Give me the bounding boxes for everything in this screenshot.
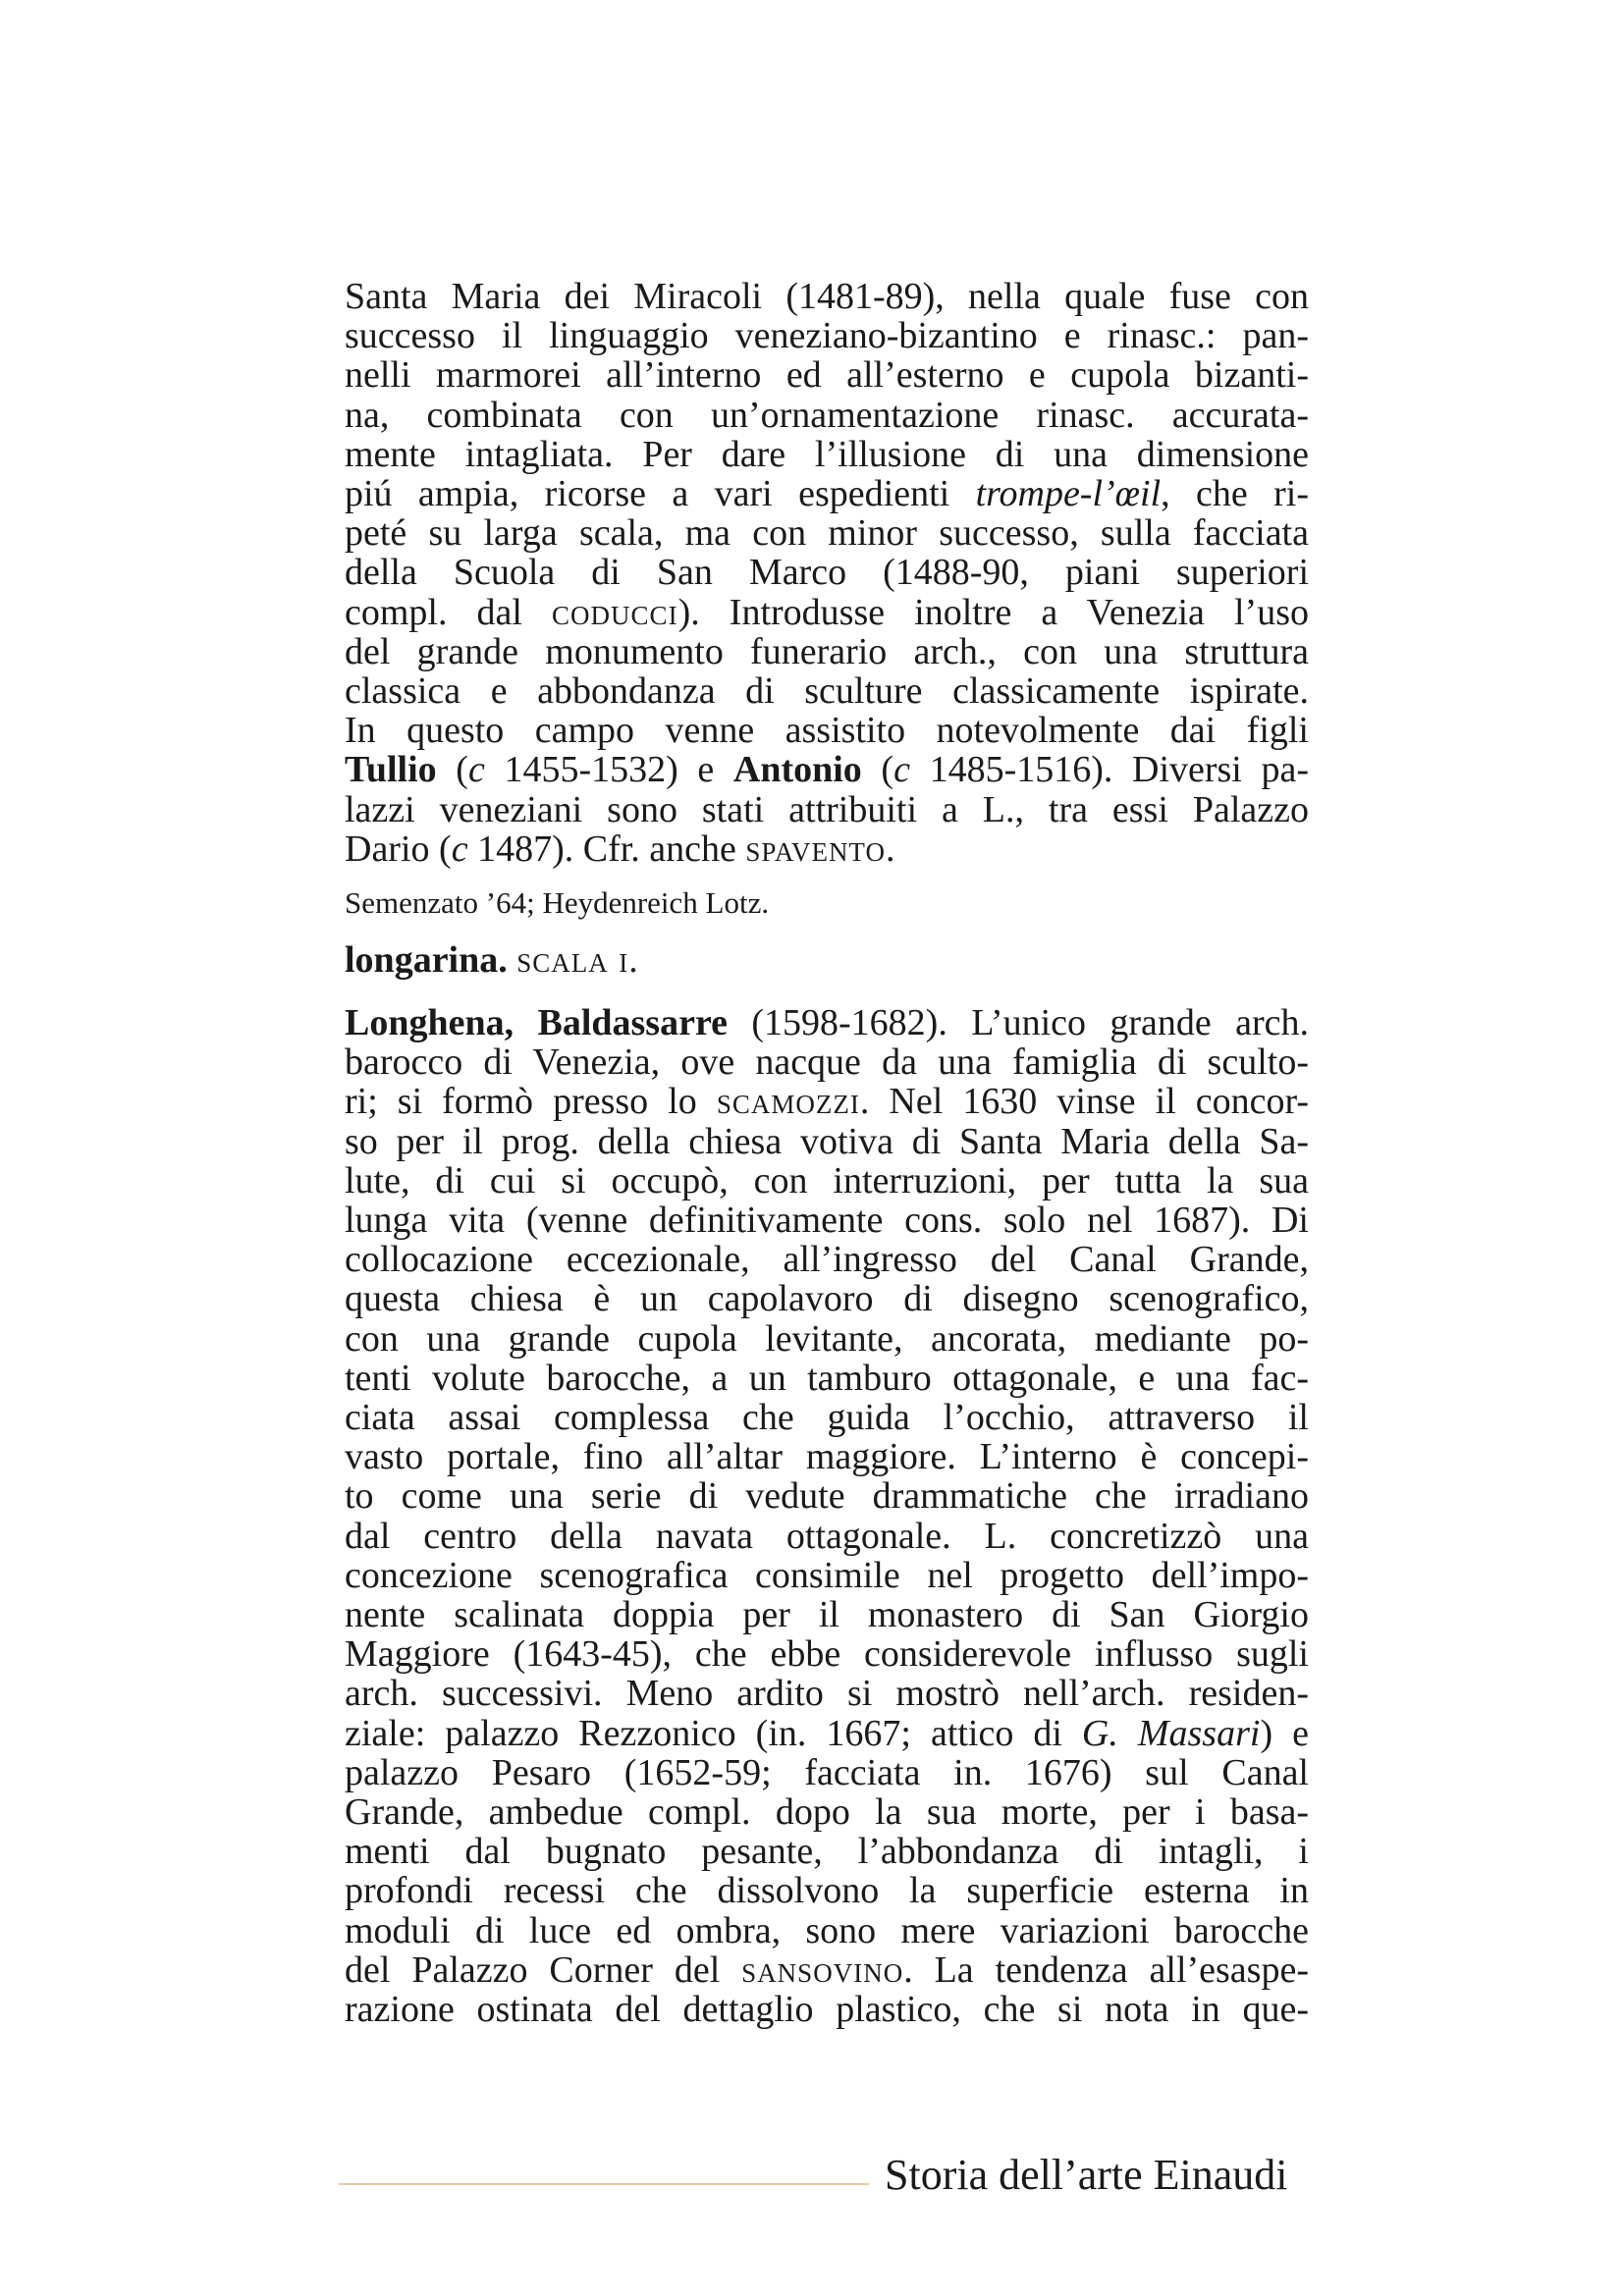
text-line: ciata assai complessa che guida l’occhio, attraverso il (345, 1397, 1309, 1439)
entry-longhena (345, 1003, 1309, 2029)
text-line: dal centro della navata ottagonale. L. concretizzò una (345, 1515, 1309, 1557)
text-line: palazzo Pesaro (1652-59; facciata in. 1676) sul Canal (345, 1751, 1309, 1793)
bold-name: Antonio (732, 749, 862, 791)
text-line: peté su larga scala, ma con minor successo, sulla facciata (345, 512, 1309, 555)
text-line: successo il linguaggio veneziano-bizantino e rinasc.: pan- (345, 315, 1309, 357)
text-line: con una grande cupola levitante, ancorata, mediante po- (345, 1317, 1309, 1360)
footer-rule (339, 2183, 869, 2185)
text-line: del Palazzo Corner del sansovino. La tendenza all’esaspe- (345, 1949, 1309, 1991)
text-line: ziale: palazzo Rezzonico (in. 1667; attico di G. Massari) e (345, 1712, 1309, 1754)
text-line: collocazione eccezionale, all’ingresso del Canal Grande, (345, 1239, 1309, 1281)
text-line: piú ampia, ricorse a vari espedienti trompe-l’œil, che ri- (345, 473, 1309, 515)
italic-name: G. Massari (1081, 1712, 1261, 1754)
text-line: so per il prog. della chiesa votiva di Santa Maria della Sa- (345, 1120, 1309, 1162)
text-line: del grande monumento funerario arch., con una struttura (345, 630, 1309, 672)
text-line: Longhena, Baldassarre (1598-1682). L’unico grande arch. (345, 1002, 1310, 1043)
cross-reference: sansovino (741, 1949, 904, 1991)
text-line: barocco di Venezia, ove nacque da una famiglia di sculto- (345, 1041, 1309, 1084)
text-line: razione ostinata del dettaglio plastico, che si nota in que- (345, 1989, 1309, 2031)
text-line: Santa Maria dei Miracoli (1481-89), nella quale fuse con (345, 276, 1309, 317)
cross-reference: scamozzi (716, 1081, 860, 1123)
text-line: mente intagliata. Per dare l’illusione di una dimensione (345, 433, 1309, 475)
headword: Longhena, Baldassarre (345, 1002, 729, 1043)
text-line: nelli marmorei all’interno ed all’esterno e cupola bizanti- (345, 354, 1309, 397)
text-line: arch. successivi. Meno ardito si mostrò nell’arch. residen- (345, 1673, 1309, 1715)
text-line: nente scalinata doppia per il monastero di San Giorgio (345, 1594, 1309, 1636)
bibliography: Semenzato ’64; Heydenreich Lotz. (345, 885, 770, 920)
footer-title: Storia dell’arte Einaudi (885, 2151, 1288, 2199)
cross-reference: scala i. (516, 939, 639, 981)
text-line: concezione scenografica consimile nel progetto dell’impo- (345, 1554, 1309, 1596)
text-line: Tullio (c 1455-1532) e Antonio (c 1485-1516). Diversi pa- (345, 749, 1310, 791)
text-line: questa chiesa è un capolavoro di disegno scenografico, (345, 1278, 1309, 1320)
text-line: menti dal bugnato pesante, l’abbondanza di intagli, i (345, 1831, 1309, 1873)
text-line: na, combinata con un’ornamentazione rinasc. accurata- (345, 394, 1309, 436)
cross-reference: spavento (745, 828, 886, 870)
text-line: ri; si formò presso lo scamozzi. Nel 1630 vinse il concor- (345, 1081, 1309, 1123)
text-line: della Scuola di San Marco (1488-90, piani superiori (345, 552, 1309, 594)
text-line: moduli di luce ed ombra, sono mere variazioni barocche (345, 1909, 1309, 1951)
text-line: lute, di cui si occupò, con interruzioni, per tutta la sua (345, 1159, 1309, 1201)
bold-name: Tullio (345, 749, 437, 791)
cross-reference: coducci (552, 591, 678, 633)
text-line: vasto portale, fino all’altar maggiore. L’interno è concepi- (345, 1436, 1309, 1478)
text-line: tenti volute barocche, a un tamburo ottagonale, e una fac- (345, 1357, 1309, 1399)
text-line: compl. dal coducci). Introdusse inoltre a Venezia l’uso (345, 591, 1309, 633)
italic-term: trompe-l’œil (975, 473, 1162, 515)
entry-lombardo-continuation (345, 277, 1309, 869)
text-line: lazzi veneziani sono stati attribuiti a L., tra essi Palazzo (345, 788, 1309, 830)
text-line: lunga vita (venne definitivamente cons. solo nel 1687). Di (345, 1200, 1309, 1242)
text-line: Maggiore (1643-45), che ebbe considerevole influsso sugli (345, 1633, 1309, 1676)
text-line: classica e abbondanza di sculture classicamente ispirate. (345, 670, 1309, 713)
text-line: Grande, ambedue compl. dopo la sua morte, per i basa- (345, 1791, 1309, 1834)
text-line: profondi recessi che dissolvono la superficie esterna in (345, 1870, 1309, 1912)
text-line: Dario (c 1487). Cfr. anche spavento. (345, 828, 895, 870)
text-line: to come una serie di vedute drammatiche che irradiano (345, 1475, 1309, 1518)
entry-longarina (345, 940, 639, 980)
text-line: In questo campo venne assistito notevolmente dai figli (345, 710, 1309, 752)
headword: longarina. (345, 939, 508, 981)
